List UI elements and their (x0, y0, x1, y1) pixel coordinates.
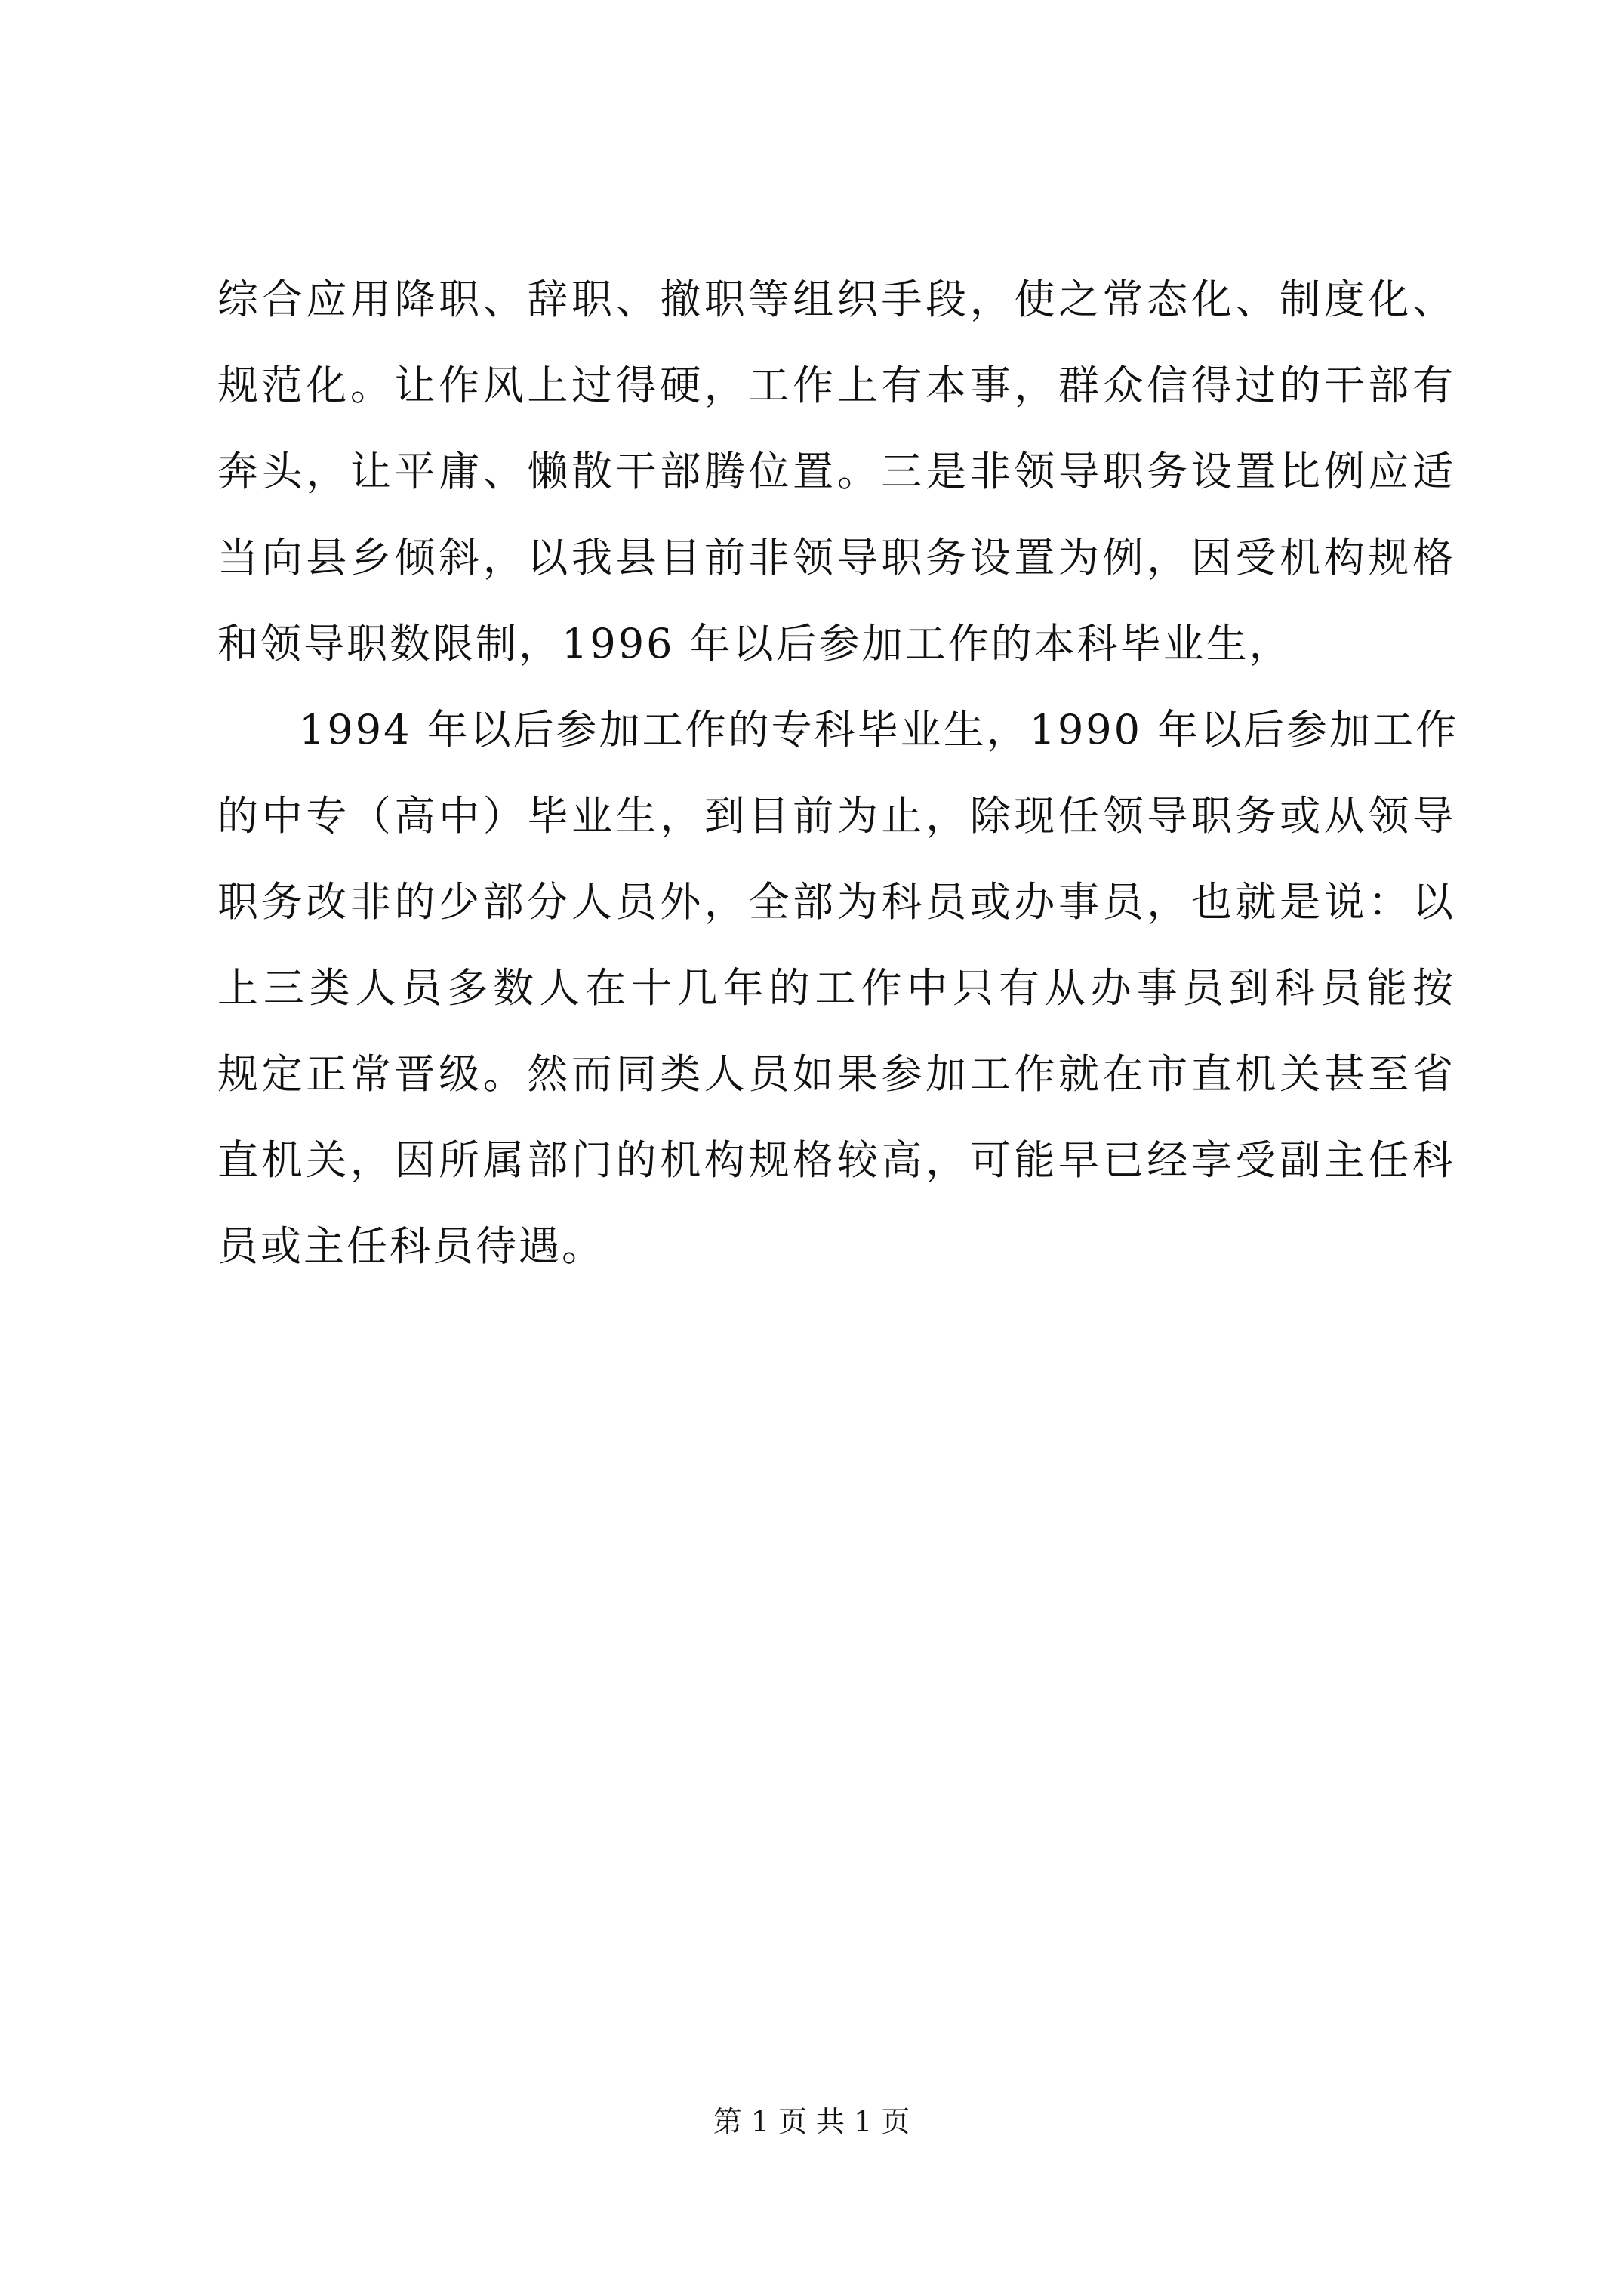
text-line: 规范化。让作风上过得硬，工作上有本事，群众信得过的干部有 (217, 362, 1455, 409)
text-line: 职务改非的少部分人员外，全部为科员或办事员，也就是说：以 (217, 878, 1455, 926)
text-line: 当向县乡倾斜，以我县目前非领导职务设置为例，因受机构规格 (217, 534, 1455, 581)
body-text (217, 257, 1459, 1290)
text-line: 1994 年以后参加工作的专科毕业生，1990 年以后参加工作 (299, 706, 1459, 754)
text-line: 的中专（高中）毕业生，到目前为止，除现任领导职务或从领导 (217, 792, 1455, 840)
text-line: 上三类人员多数人在十几年的工作中只有从办事员到科员能按 (217, 964, 1455, 1012)
text-line: 综合应用降职、辞职、撤职等组织手段，使之常态化、制度化、 (217, 276, 1455, 323)
text-line: 直机关，因所属部门的机构规格较高，可能早已经享受副主任科 (217, 1136, 1455, 1184)
text-line: 和领导职数限制，1996 年以后参加工作的本科毕业生， (217, 620, 1292, 667)
text-line: 员或主任科员待遇。 (217, 1222, 605, 1270)
page-number-footer: 第 1 页 共 1 页 (713, 2105, 910, 2138)
text-line: 奔头，让平庸、懒散干部腾位置。三是非领导职务设置比例应适 (217, 448, 1455, 495)
text-line: 规定正常晋级。然而同类人员如果参加工作就在市直机关甚至省 (217, 1050, 1455, 1098)
